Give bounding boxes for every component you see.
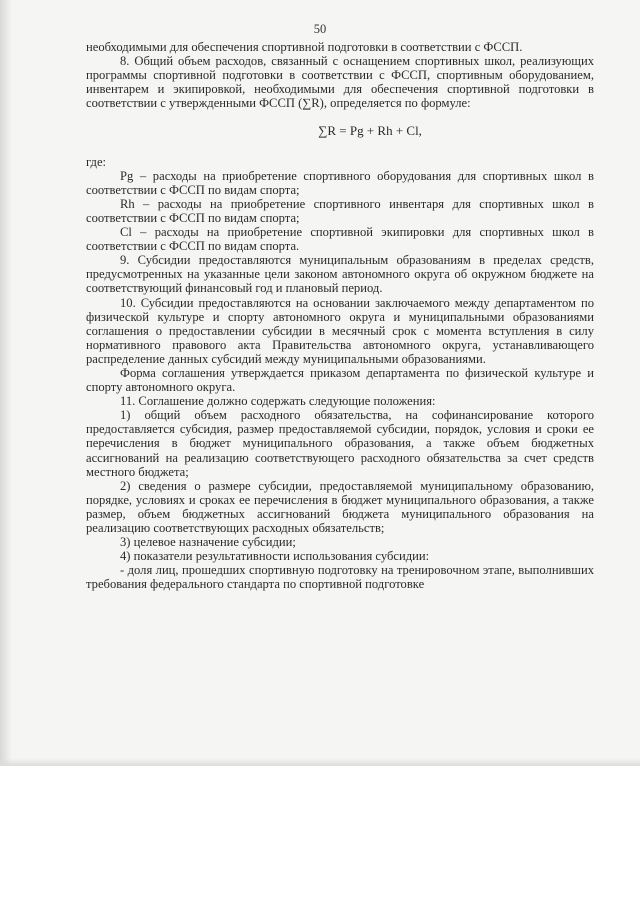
definition-cl: Cl – расходы на приобретение спортивной экипировки для спортивных школ в соответствии с ФССП по видам спорта.: [86, 225, 594, 254]
document-body: [86, 40, 594, 591]
page-number: 50: [313, 22, 327, 36]
paragraph-10: 10. Субсидии предоставляются на основании заключаемого между департаментом по физической культуре и спорту автономного округа и муниципальными образованиями соглашения о предоставлении субсидии в месячный срок с момента вступления в силу нормативного правового акта Правительства автономного округа, устанавливающего распределение данных субсидий между муниципальными образованиями.: [86, 295, 594, 366]
list-item-1: 1) общий объем расходного обязательства, на софинансирование которого предоставляется субсидия, размер предоставляемой субсидии, порядок, условия и сроки ее перечисления в бюджет муниципального образования, а также объем бюджетных ассигнований на реализацию соответствующего расходного обязательства за счет средств местного бюджета;: [86, 408, 594, 479]
paragraph-agreement-form: Форма соглашения утверждается приказом департамента по физической культуре и спорту автономного округа.: [86, 365, 594, 395]
page-bottom-edge: [0, 758, 640, 766]
definition-pg: Pg – расходы на приобретение спортивного оборудования для спортивных школ в соответствии с ФССП по видам спорта;: [86, 168, 594, 197]
paragraph-9: 9. Субсидии предоставляются муниципальным образованиям в пределах средств, предусмотренных на указанные цели законом автономного округа об окружном бюджете на соответствующий финансовый год и плановый период.: [86, 253, 594, 296]
list-item-4: 4) показатели результативности использования субсидии:: [120, 549, 430, 564]
list-item-2: 2) сведения о размере субсидии, предоставляемой муниципальному образованию, порядке, условиях и сроках ее перечисления в бюджет муниципального образования, а также размер, объем бюджетных ассигнований бюджета муниципального образования на реализацию соответствующих расходных обязательств;: [86, 478, 594, 535]
paragraph-continuation: необходимыми для обеспечения спортивной подготовки в соответствии с ФССП.: [86, 40, 523, 54]
page-edge-shadow: [0, 0, 12, 766]
formula-where-label: где:: [86, 154, 107, 169]
formula: ∑R = Pg + Rh + Cl,: [318, 123, 422, 139]
paragraph-11: 11. Соглашение должно содержать следующие положения:: [120, 394, 436, 409]
list-item-3: 3) целевое назначение субсидии;: [120, 535, 296, 550]
list-item-indicator: - доля лиц, прошедших спортивную подготовку на тренировочном этапе, выполнивших требования федерального стандарта по спортивной подготовке: [86, 563, 594, 592]
definition-rh: Rh – расходы на приобретение спортивного инвентаря для спортивных школ в соответствии с ФССП по видам спорта;: [86, 196, 594, 225]
paragraph-8: 8. Общий объем расходов, связанный с оснащением спортивных школ, реализующих программы спортивной подготовки в соответствии с ФССП, спортивным оборудованием, инвентарем и экипировкой, необходимыми для обеспечения спортивной подготовки в соответствии с утвержденными ФССП (∑R), определяется по формуле:: [86, 54, 594, 111]
